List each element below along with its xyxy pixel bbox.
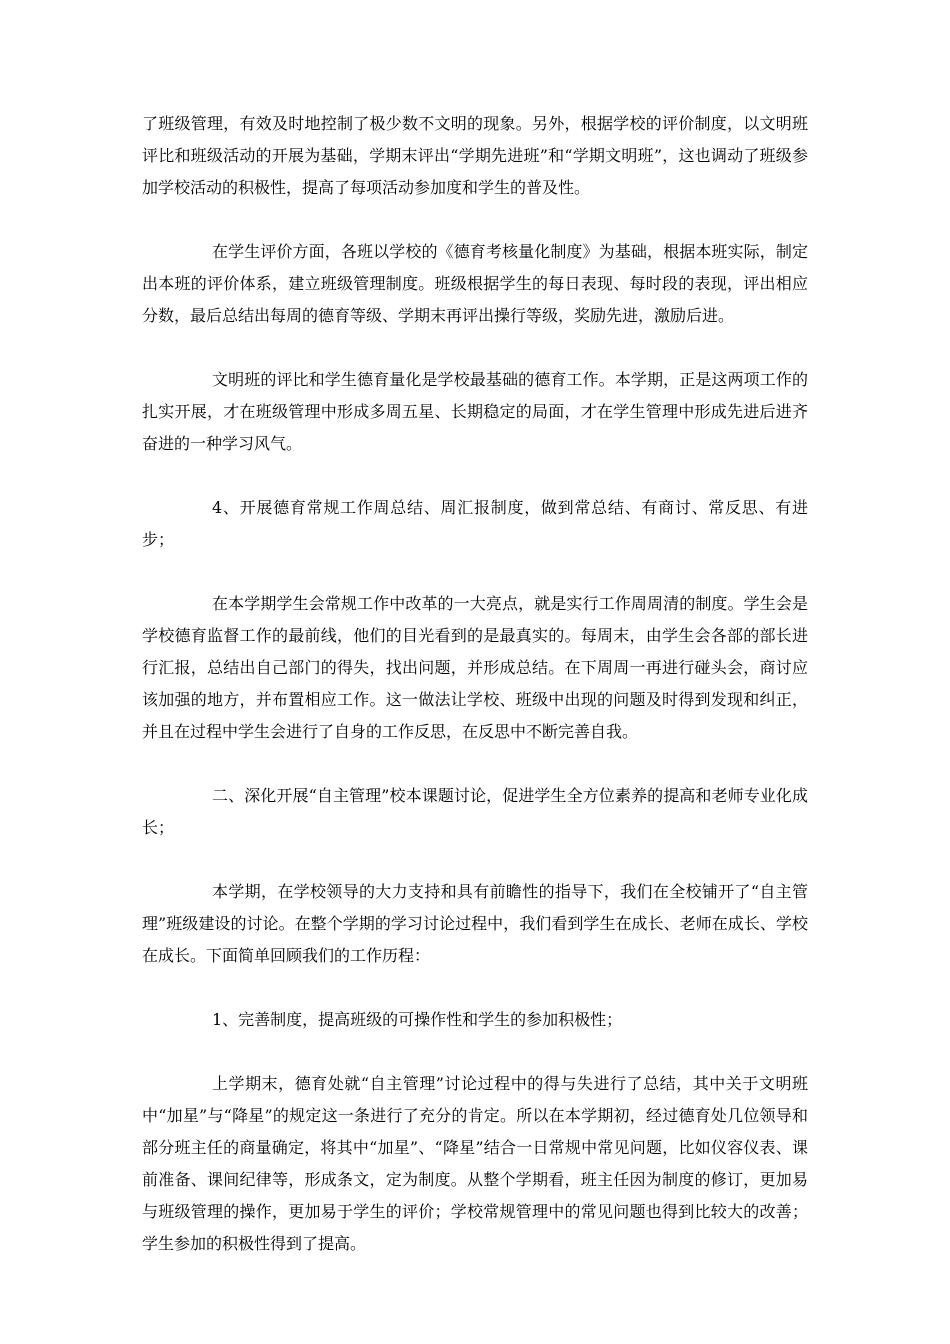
paragraph-2: 在学生评价方面，各班以学校的《德育考核量化制度》为基础，根据本班实际，制定出本班的评价体系，建立班级管理制度。班级根据学生的每日表现、每时段的表现，评出相应分数，最后总结出每周的德育等级、学期末再评出操行等级，奖励先进，激励后进。 — [142, 242, 808, 325]
paragraph-1: 了班级管理，有效及时地控制了极少数不文明的现象。另外，根据学校的评价制度，以文明班评比和班级活动的开展为基础，学期末评出“学期先进班”和“学期文明班”，这也调动了班级参加学校活动的积极性，提高了每项活动参加度和学生的普及性。 — [142, 114, 808, 197]
section-item-4-heading: 4、开展德育常规工作周总结、周汇报制度，做到常总结、有商讨、常反思、有进步； — [142, 498, 808, 549]
section-item-1-heading: 1、完善制度，提高班级的可操作性和学生的参加积极性； — [212, 1010, 623, 1029]
paragraph-9: 上学期末，德育处就“自主管理”讨论过程中的得与失进行了总结，其中关于文明班中“加星”与“降星”的规定这一条进行了充分的肯定。所以在本学期初，经过德育处几位领导和部分班主任的商量确定，将其中“加星”、“降星”结合一日常规中常见问题，比如仪容仪表、课前准备、课间纪律等，形成条文，定为制度。从整个学期看，班主任因为制度的修订，更加易与班级管理的操作，更加易于学生的评价；学校常规管理中的常见问题也得到比较大的改善；学生参加的积极性得到了提高。 — [142, 1074, 808, 1253]
paragraph-3: 文明班的评比和学生德育量化是学校最基础的德育工作。本学期，正是这两项工作的扎实开展，才在班级管理中形成多周五星、长期稳定的局面，才在学生管理中形成先进后进齐奋进的一种学习风气。 — [142, 370, 808, 453]
paragraph-5: 在本学期学生会常规工作中改革的一大亮点，就是实行工作周周清的制度。学生会是学校德育监督工作的最前线，他们的目光看到的是最真实的。每周末，由学生会各部的部长进行汇报，总结出自己部门的得失，找出问题，并形成总结。在下周周一再进行碰头会，商讨应该加强的地方，并布置相应工作。这一做法让学校、班级中出现的问题及时得到发现和纠正，并且在过程中学生会进行了自身的工作反思，在反思中不断完善自我。 — [142, 594, 808, 741]
paragraph-7: 本学期，在学校领导的大力支持和具有前瞻性的指导下，我们在全校铺开了“自主管理”班级建设的讨论。在整个学期的学习讨论过程中，我们看到学生在成长、老师在成长、学校在成长。下面简单回顾我们的工作历程： — [142, 882, 808, 965]
document-body — [142, 108, 808, 1292]
section-2-heading: 二、深化开展“自主管理”校本课题讨论，促进学生全方位素养的提高和老师专业化成长； — [142, 786, 808, 837]
